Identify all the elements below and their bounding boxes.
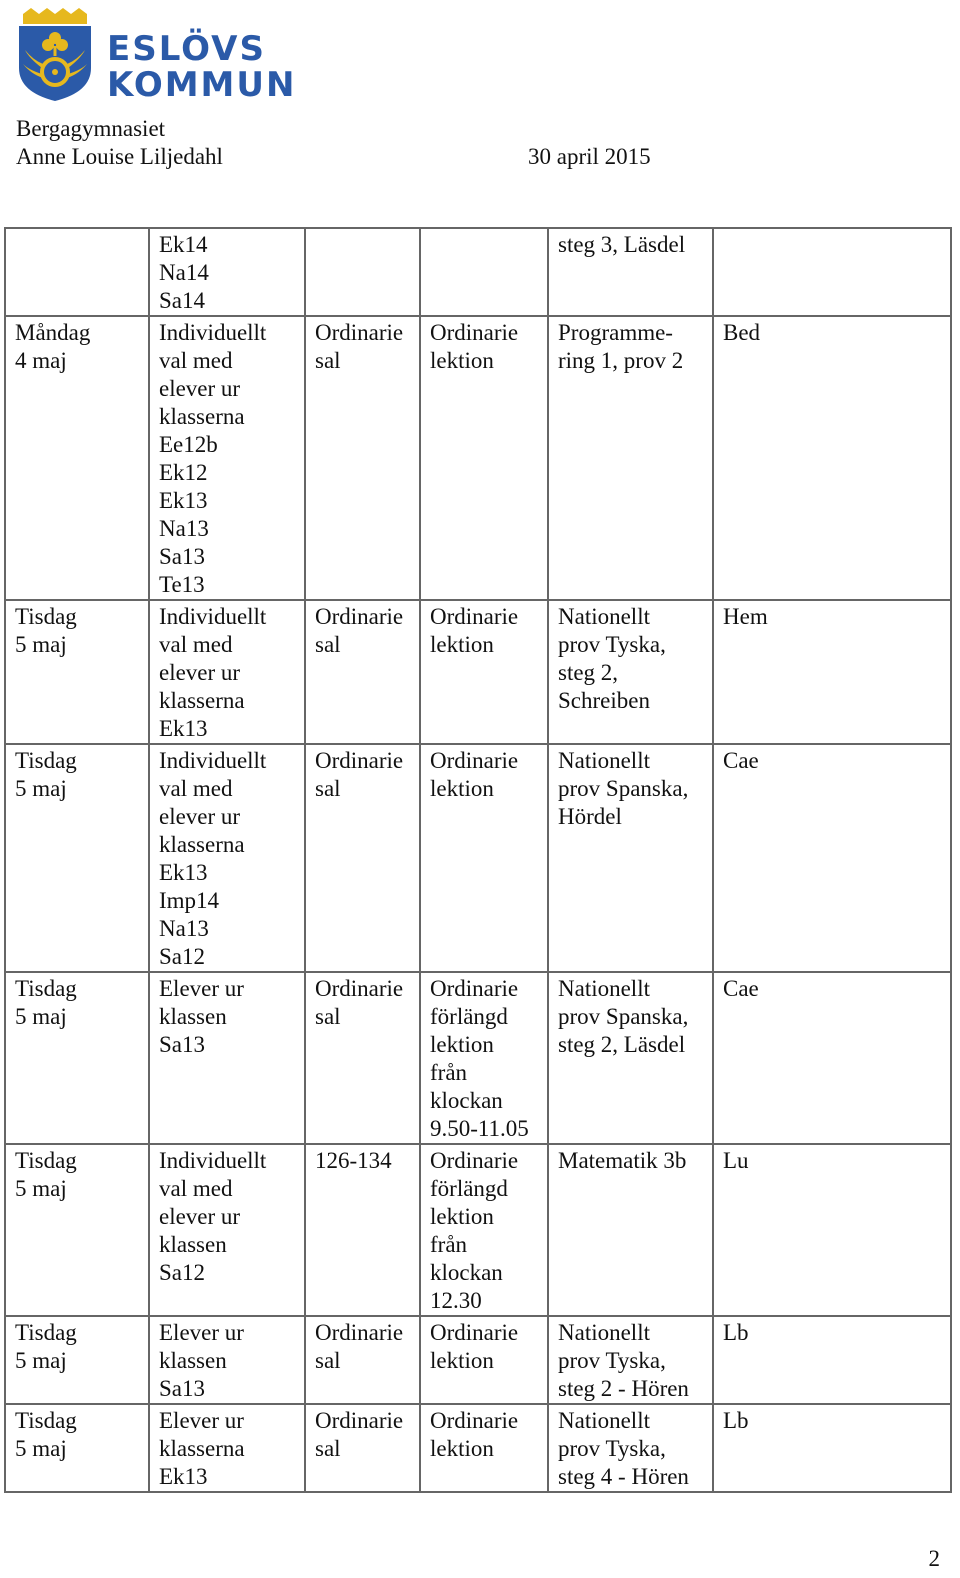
cell-line: Ordinarie (430, 748, 519, 773)
brand-line-2: KOMMUN (107, 65, 297, 105)
cell-line: Ordinarie (315, 320, 404, 345)
cell-line: Tisdag (15, 604, 77, 629)
cell-line: lektion (430, 1032, 494, 1057)
day-cell (5, 600, 149, 744)
group-cell (149, 1144, 305, 1316)
cell-line: 5 maj (15, 1348, 67, 1373)
cell-line: Elever ur (159, 976, 244, 1001)
cell-line: Tisdag (15, 1320, 77, 1345)
cell-line: steg 2, (558, 660, 619, 685)
cell-line: Nationellt (558, 604, 650, 629)
group-cell (149, 316, 305, 600)
cell-line: Nationellt (558, 748, 650, 773)
cell-line: Ek14 (159, 232, 208, 257)
cell-line: Nationellt (558, 1320, 650, 1345)
cell-line: klasserna (159, 1436, 245, 1461)
exam-schedule-table (4, 227, 952, 1493)
cell-line: klasserna (159, 688, 245, 713)
room-cell (305, 1316, 420, 1404)
cell-line: Sa13 (159, 1376, 205, 1401)
cell-line: lektion (430, 632, 494, 657)
cell-line: 4 maj (15, 348, 67, 373)
teacher-cell (713, 316, 951, 600)
cell-line: klockan (430, 1260, 503, 1285)
lesson-cell (420, 1404, 548, 1492)
lesson-cell (420, 972, 548, 1144)
cell-line: sal (315, 776, 341, 801)
group-cell (149, 744, 305, 972)
group-cell (149, 1404, 305, 1492)
table-row (5, 228, 951, 316)
cell-line: Elever ur (159, 1320, 244, 1345)
cell-line: Lu (723, 1148, 749, 1173)
cell-line: Cae (723, 976, 759, 1001)
day-cell (5, 1316, 149, 1404)
cell-line: Individuellt (159, 1148, 267, 1173)
table-row (5, 1404, 951, 1492)
cell-line: från (430, 1060, 468, 1085)
cell-line: klassen (159, 1004, 227, 1029)
exam-cell (548, 1144, 713, 1316)
teacher-cell (713, 1404, 951, 1492)
cell-line: Individuellt (159, 748, 267, 773)
cell-line: 5 maj (15, 632, 67, 657)
cell-line: val med (159, 776, 233, 801)
cell-line: sal (315, 1348, 341, 1373)
cell-line: prov Tyska, (558, 632, 666, 657)
table-row (5, 600, 951, 744)
cell-line: Na13 (159, 916, 209, 941)
document-date: 30 april 2015 (528, 144, 651, 169)
cell-line: Sa12 (159, 944, 205, 969)
cell-line: Hem (723, 604, 768, 629)
exam-cell (548, 316, 713, 600)
cell-line: prov Spanska, (558, 1004, 689, 1029)
cell-line: Individuellt (159, 320, 267, 345)
cell-line: prov Tyska, (558, 1436, 666, 1461)
crest-icon (15, 8, 95, 103)
cell-line: klasserna (159, 832, 245, 857)
cell-line: 126-134 (315, 1148, 392, 1173)
room-cell (305, 972, 420, 1144)
cell-line: Sa13 (159, 544, 205, 569)
exam-cell (548, 600, 713, 744)
teacher-cell (713, 600, 951, 744)
cell-line: Cae (723, 748, 759, 773)
cell-line: Ek13 (159, 860, 208, 885)
cell-line: Programme- (558, 320, 673, 345)
cell-line: Ek12 (159, 460, 208, 485)
cell-line: steg 2 - Hören (558, 1376, 689, 1401)
table-row (5, 316, 951, 600)
eslov-kommun-logo (15, 8, 297, 105)
exam-cell (548, 1404, 713, 1492)
cell-line: Ordinarie (430, 320, 519, 345)
day-cell (5, 1404, 149, 1492)
cell-line: sal (315, 348, 341, 373)
school-name: Bergagymnasiet (16, 116, 166, 141)
cell-line: elever ur (159, 804, 241, 829)
cell-line: prov Tyska, (558, 1348, 666, 1373)
cell-line: Lb (723, 1408, 749, 1433)
cell-line: Ordinarie (315, 748, 404, 773)
teacher-cell (713, 972, 951, 1144)
cell-line: Na14 (159, 260, 209, 285)
teacher-cell (713, 744, 951, 972)
cell-line: Ek13 (159, 488, 208, 513)
author-name: Anne Louise Liljedahl (16, 144, 223, 169)
cell-line: steg 2, Läsdel (558, 1032, 686, 1057)
lesson-cell (420, 1316, 548, 1404)
cell-line: Ee12b (159, 432, 218, 457)
cell-line: Ordinarie (315, 976, 404, 1001)
cell-line: Ordinarie (315, 604, 404, 629)
brand-line-1: ESLÖVS (107, 29, 266, 69)
cell-line: steg 3, Läsdel (558, 232, 686, 257)
cell-line: Tisdag (15, 1408, 77, 1433)
cell-line: val med (159, 632, 233, 657)
cell-line: Bed (723, 320, 761, 345)
room-cell (305, 1404, 420, 1492)
group-cell (149, 1316, 305, 1404)
teacher-cell (713, 1144, 951, 1316)
cell-line: steg 4 - Hören (558, 1464, 689, 1489)
day-cell (5, 1144, 149, 1316)
exam-cell (548, 228, 713, 316)
cell-line: prov Spanska, (558, 776, 689, 801)
cell-line: Sa13 (159, 1032, 205, 1057)
cell-line: Imp14 (159, 888, 220, 913)
group-cell (149, 972, 305, 1144)
cell-line: Ordinarie (430, 1408, 519, 1433)
cell-line: Lb (723, 1320, 749, 1345)
cell-line: Ordinarie (315, 1408, 404, 1433)
cell-line: 12.30 (430, 1288, 482, 1313)
day-cell (5, 228, 149, 316)
cell-line: 5 maj (15, 1176, 67, 1201)
table-row (5, 1316, 951, 1404)
teacher-cell (713, 1316, 951, 1404)
cell-line: 5 maj (15, 776, 67, 801)
cell-line: förlängd (430, 1004, 508, 1029)
cell-line: Måndag (15, 320, 91, 345)
lesson-cell (420, 1144, 548, 1316)
cell-line: 9.50-11.05 (430, 1116, 529, 1141)
room-cell (305, 600, 420, 744)
room-cell (305, 228, 420, 316)
cell-line: Na13 (159, 516, 209, 541)
teacher-cell (713, 228, 951, 316)
cell-line: sal (315, 1436, 341, 1461)
cell-line: 5 maj (15, 1436, 67, 1461)
lesson-cell (420, 316, 548, 600)
cell-line: Ek13 (159, 716, 208, 741)
cell-line: lektion (430, 1348, 494, 1373)
cell-line: Ek13 (159, 1464, 208, 1489)
lesson-cell (420, 228, 548, 316)
cell-line: lektion (430, 776, 494, 801)
cell-line: Ordinarie (430, 1148, 519, 1173)
cell-line: Tisdag (15, 976, 77, 1001)
group-cell (149, 600, 305, 744)
cell-line: Elever ur (159, 1408, 244, 1433)
cell-line: förlängd (430, 1176, 508, 1201)
cell-line: elever ur (159, 660, 241, 685)
exam-cell (548, 744, 713, 972)
cell-line: klassen (159, 1232, 227, 1257)
cell-line: från (430, 1232, 468, 1257)
exam-cell (548, 1316, 713, 1404)
exam-cell (548, 972, 713, 1144)
cell-line: Hördel (558, 804, 622, 829)
cell-line: elever ur (159, 376, 241, 401)
lesson-cell (420, 600, 548, 744)
cell-line: Ordinarie (430, 976, 519, 1001)
cell-line: klasserna (159, 404, 245, 429)
room-cell (305, 316, 420, 600)
cell-line: Schreiben (558, 688, 650, 713)
cell-line: Tisdag (15, 748, 77, 773)
cell-line: ring 1, prov 2 (558, 348, 684, 373)
cell-line: Matematik 3b (558, 1148, 687, 1173)
day-cell (5, 744, 149, 972)
table-row (5, 972, 951, 1144)
day-cell (5, 316, 149, 600)
day-cell (5, 972, 149, 1144)
cell-line: Ordinarie (430, 604, 519, 629)
room-cell (305, 1144, 420, 1316)
cell-line: Nationellt (558, 976, 650, 1001)
page-number: 2 (928, 1546, 940, 1571)
table-row (5, 1144, 951, 1316)
cell-line: Tisdag (15, 1148, 77, 1173)
cell-line: lektion (430, 348, 494, 373)
cell-line: lektion (430, 1204, 494, 1229)
cell-line: Sa12 (159, 1260, 205, 1285)
cell-line: val med (159, 1176, 233, 1201)
cell-line: 5 maj (15, 1004, 67, 1029)
room-cell (305, 744, 420, 972)
cell-line: Individuellt (159, 604, 267, 629)
cell-line: lektion (430, 1436, 494, 1461)
cell-line: Nationellt (558, 1408, 650, 1433)
cell-line: sal (315, 1004, 341, 1029)
group-cell (149, 228, 305, 316)
cell-line: sal (315, 632, 341, 657)
cell-line: elever ur (159, 1204, 241, 1229)
cell-line: val med (159, 348, 233, 373)
cell-line: Ordinarie (315, 1320, 404, 1345)
cell-line: klassen (159, 1348, 227, 1373)
table-row (5, 744, 951, 972)
cell-line: Sa14 (159, 288, 205, 313)
cell-line: Ordinarie (430, 1320, 519, 1345)
lesson-cell (420, 744, 548, 972)
cell-line: klockan (430, 1088, 503, 1113)
cell-line: Te13 (159, 572, 205, 597)
